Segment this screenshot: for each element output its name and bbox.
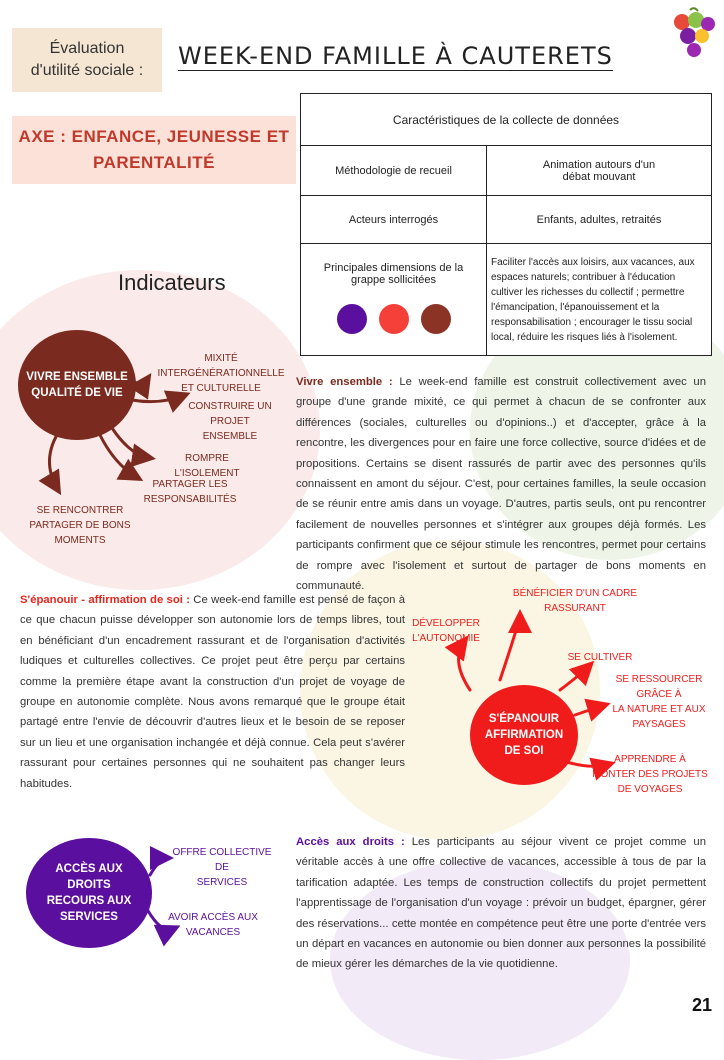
vivre-circle-line1: VIVRE ENSEMBLE xyxy=(26,371,128,383)
label-projets-line1: APPRENDRE À xyxy=(614,754,686,765)
label-cadre-rassurant xyxy=(510,586,640,616)
label-mixite-line1: MIXITÉ INTERGÉNÉRATIONNELLE xyxy=(157,353,285,379)
label-construire-projet xyxy=(170,399,290,444)
label-rompre-isolement: ROMPRE L'ISOLEMENT xyxy=(174,453,240,479)
acces-text: Les participants au séjour vivent ce projet comme un véritable accès à une offre collective de vacances, accessible à tous de par la tarification adaptée. Les temps de construction collectifs du projet permettent l'apprentissage de l'organisation d'un voyage : prévoir un budget, épargner, gérer des réservations... cette montée en compétence peut être une porte d'entrée vers un départ en vacances en autonomie ou bien donner aux personnes la possibilité de mieux gérer les démarches de la vie quotidienne. xyxy=(296,836,706,971)
table-row-acteurs-label: Acteurs interrogés xyxy=(301,196,487,244)
acces-droits-paragraph xyxy=(296,832,706,975)
methodologie-value-line1: Animation autours d'un xyxy=(542,158,656,171)
acces-circle-line4: SERVICES xyxy=(60,911,118,923)
epanouir-circle xyxy=(470,685,578,785)
dimensions-label-line1: Principales dimensions de la xyxy=(323,262,464,274)
epanouir-heading: S'épanouir - affirmation de soi : xyxy=(20,594,190,606)
label-autonomie-line1: DÉVELOPPER xyxy=(412,618,480,629)
label-nature-line1: SE RESSOURCER GRÂCE À xyxy=(615,674,703,700)
label-moments-line1: SE RENCONTRER xyxy=(36,505,124,516)
label-mixite-line2: ET CULTURELLE xyxy=(181,383,261,394)
table-row-acteurs-value: Enfants, adultes, retraités xyxy=(487,196,712,244)
vivre-ensemble-circle xyxy=(18,330,136,440)
label-bons-moments xyxy=(10,503,150,548)
table-row-methodologie-label: Méthodologie de recueil xyxy=(301,146,487,196)
label-cadre-line2: RASSURANT xyxy=(544,603,606,614)
label-cadre-line1: BÉNÉFICIER D'UN CADRE xyxy=(512,588,638,599)
label-projets-line2: MONTER DES PROJETS xyxy=(592,769,708,780)
label-projet-line1: CONSTRUIRE UN PROJET xyxy=(188,401,272,427)
label-se-cultiver: SE CULTIVER xyxy=(567,652,633,663)
page-title: WEEK-END FAMILLE À CAUTERETS xyxy=(178,42,613,70)
table-row-dimensions-value: Faciliter l'accès aux loisirs, aux vacances, aux espaces naturels; contribuer à l'éducation cultiver les richesses du collectif ; permettre l'émancipation, l'épanouissement et la responsabilisation ; encourager le tissu social local, réduire les risques liés à l'isolement. xyxy=(487,244,712,356)
indicateurs-heading: Indicateurs xyxy=(118,270,226,295)
label-se-ressourcer xyxy=(600,672,718,732)
epanouir-text: Ce week-end famille est pensé de façon à ce que chacun puisse développer son autonomie lors de temps libres, tout en bénéficiant d'un encadrement rassurant et de l'organisation d'activités ludiques et culturelles collectives. Ce projet peut être perçu par certains comme la première étape avant la construction d'un projet de voyage de groupe en autonomie complète. Nous avons remarqué que le groupe était partagé entre l'envie de découvrir d'autres lieux et le besoin de se reposer sur un lieu et une organisation inchangée et déjà connue. Cela peut s'avérer rassurant pour certaines personnes qui ne souhaitent pas changer leurs habitudes. xyxy=(20,594,405,790)
label-resp-line2: RESPONSABILITÉS xyxy=(143,494,237,505)
evaluation-label-line2: d'utilité sociale : xyxy=(30,62,144,79)
label-vacances-line1: AVOIR ACCÈS AUX xyxy=(168,912,258,923)
label-partager-responsabilites xyxy=(135,477,245,507)
table-header: Caractéristiques de la collecte de données xyxy=(301,94,712,146)
label-autonomie-line2: L'AUTONOMIE xyxy=(412,633,480,644)
label-offre-line1: OFFRE COLLECTIVE DE xyxy=(172,847,272,873)
acces-circle-line3: RECOURS AUX xyxy=(46,895,132,907)
acces-heading: Accès aux droits : xyxy=(296,836,405,848)
acces-circle-line2: DROITS xyxy=(67,879,111,891)
acces-droits-circle xyxy=(26,838,152,948)
vivre-circle-line2: QUALITÉ DE VIE xyxy=(31,387,123,399)
label-monter-projets xyxy=(590,752,710,797)
evaluation-label-line1: Évaluation xyxy=(49,40,125,57)
epanouir-paragraph xyxy=(20,590,405,794)
label-offre-line2: SERVICES xyxy=(196,877,248,888)
label-nature-line2: LA NATURE ET AUX xyxy=(612,704,706,715)
vivre-heading: Vivre ensemble : xyxy=(296,376,393,388)
label-vacances-line2: VACANCES xyxy=(185,927,241,938)
label-offre-collective xyxy=(166,845,278,890)
dimensions-label-line2: grappe sollicitées xyxy=(351,274,436,286)
axe-line1: AXE : ENFANCE, JEUNESSE ET xyxy=(18,127,290,146)
label-projets-line3: DE VOYAGES xyxy=(617,784,683,795)
methodologie-value-line2: débat mouvant xyxy=(562,170,636,183)
label-acces-vacances xyxy=(166,910,260,940)
page-number: 21 xyxy=(691,995,712,1015)
epanouir-circle-line2: AFFIRMATION xyxy=(484,729,564,741)
label-moments-line2: PARTAGER DE BONS MOMENTS xyxy=(29,520,131,546)
vivre-ensemble-paragraph xyxy=(296,372,706,596)
vivre-text: Le week-end famille est construit collectivement avec un groupe d'une grande mixité, ce qui permet à chacun de se confronter aux différences (sociales, culturelles ou d'opinions..) et d'accepter, grâce à la rencontre, les divergences pour en faire une force collective, source d'idées et de propositions. Certains se disent rassurés de partir avec des personnes qu'ils connaissent en amont du séjour. C'est, pour certaines familles, la seule occasion de se réunir entre amis dans un voyage. D'autres, partis seuls, ont pu rencontrer facilement de nouvelles personnes et s'intégrer aux groupes déjà formés. Les participants confirment que ce séjour stimule les rencontres, permet pour certains de rompre avec l'isolement et surtout de partager de bons moments en communauté. xyxy=(296,376,706,593)
acces-circle-line1: ACCÈS AUX xyxy=(55,863,123,875)
axe-line2: PARENTALITÉ xyxy=(93,153,215,172)
label-mixite xyxy=(148,351,294,396)
label-developper-autonomie xyxy=(408,616,484,646)
label-resp-line1: PARTAGER LES xyxy=(152,479,228,490)
epanouir-circle-line3: DE SOI xyxy=(504,745,544,757)
label-nature-line3: PAYSAGES xyxy=(632,719,686,730)
label-projet-line2: ENSEMBLE xyxy=(202,431,258,442)
epanouir-circle-line1: S'ÉPANOUIR xyxy=(488,713,560,725)
